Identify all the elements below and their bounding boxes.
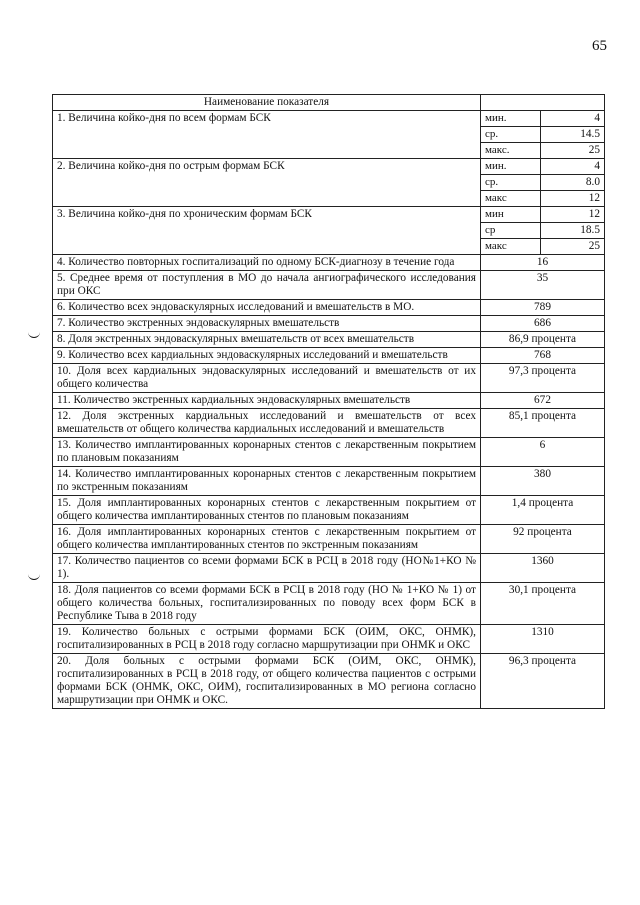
table-row — [53, 207, 605, 223]
table-row — [53, 255, 605, 271]
stat-label: макс — [481, 191, 541, 207]
indicator-name: 16. Доля имплантированных коронарных стентов с лекарственным покрытием от общего количества имплантированных стентов по экстренным показаниям — [53, 525, 481, 554]
page-number: 65 — [592, 38, 607, 54]
table-row — [53, 332, 605, 348]
table-row — [53, 654, 605, 709]
table-row — [53, 111, 605, 127]
table-row — [53, 159, 605, 175]
table-row — [53, 554, 605, 583]
indicator-value: 16 — [481, 255, 605, 271]
table-row — [53, 467, 605, 496]
table-row — [53, 316, 605, 332]
stat-label: мин — [481, 207, 541, 223]
indicator-name: 12. Доля экстренных кардиальных исследований и вмешательств от всех вмешательств от общего количества кардиальных исследований и вмешательств — [53, 409, 481, 438]
indicator-value: 1310 — [481, 625, 605, 654]
table-row — [53, 525, 605, 554]
table-row — [53, 496, 605, 525]
stat-value: 12 — [541, 207, 605, 223]
table-row — [53, 583, 605, 625]
table-row — [53, 393, 605, 409]
stat-value: 25 — [541, 239, 605, 255]
indicator-value: 30,1 процента — [481, 583, 605, 625]
indicator-value: 380 — [481, 467, 605, 496]
stat-label: макс — [481, 239, 541, 255]
margin-mark — [28, 572, 40, 580]
indicator-value: 97,3 процента — [481, 364, 605, 393]
indicator-value: 768 — [481, 348, 605, 364]
indicator-value: 789 — [481, 300, 605, 316]
indicator-value: 85,1 процента — [481, 409, 605, 438]
indicator-value: 6 — [481, 438, 605, 467]
indicator-name: 15. Доля имплантированных коронарных стентов с лекарственным покрытием от общего количества имплантированных стентов по плановым показаниям — [53, 496, 481, 525]
indicator-value: 1,4 процента — [481, 496, 605, 525]
indicator-name: 10. Доля всех кардиальных эндоваскулярных исследований и вмешательств от их общего количества — [53, 364, 481, 393]
table-row — [53, 300, 605, 316]
table-row — [53, 409, 605, 438]
indicator-value: 686 — [481, 316, 605, 332]
stat-value: 4 — [541, 159, 605, 175]
margin-mark — [28, 330, 40, 338]
stat-value: 18.5 — [541, 223, 605, 239]
column-header-empty — [481, 95, 605, 111]
indicator-name: 9. Количество всех кардиальных эндоваскулярных исследований и вмешательств — [53, 348, 481, 364]
indicator-name: 20. Доля больных с острыми формами БСК (ОИМ, ОКС, ОНМК), госпитализированных в РСЦ в 2018 году, от общего количества пациентов с острыми формами БСК (ОНМК, ОКС, ОИМ), госпитализированных в МО региона согласно маршрутизации при ОНМК и ОКС. — [53, 654, 481, 709]
indicator-name: 13. Количество имплантированных коронарных стентов с лекарственным покрытием по плановым показаниям — [53, 438, 481, 467]
stat-label: мин. — [481, 159, 541, 175]
stat-value: 8.0 — [541, 175, 605, 191]
indicator-name: 5. Среднее время от поступления в МО до начала ангиографического исследования при ОКС — [53, 271, 481, 300]
table-row — [53, 348, 605, 364]
table-row — [53, 271, 605, 300]
indicator-name: 2. Величина койко-дня по острым формам БСК — [53, 159, 481, 207]
indicator-name: 11. Количество экстренных кардиальных эндоваскулярных вмешательств — [53, 393, 481, 409]
indicator-value: 92 процента — [481, 525, 605, 554]
indicator-name: 17. Количество пациентов со всеми формами БСК в РСЦ в 2018 году (НО№1+КО № 1). — [53, 554, 481, 583]
indicator-value: 96,3 процента — [481, 654, 605, 709]
indicator-name: 7. Количество экстренных эндоваскулярных вмешательств — [53, 316, 481, 332]
indicator-value: 35 — [481, 271, 605, 300]
stat-value: 25 — [541, 143, 605, 159]
indicator-name: 6. Количество всех эндоваскулярных исследований и вмешательств в МО. — [53, 300, 481, 316]
stat-label: мин. — [481, 111, 541, 127]
table-header-row — [53, 95, 605, 111]
indicator-value: 86,9 процента — [481, 332, 605, 348]
indicator-name: 4. Количество повторных госпитализаций по одному БСК-диагнозу в течение года — [53, 255, 481, 271]
indicator-name: 8. Доля экстренных эндоваскулярных вмешательств от всех вмешательств — [53, 332, 481, 348]
indicator-name: 18. Доля пациентов со всеми формами БСК в РСЦ в 2018 году (НО № 1+КО № 1) от общего количества больных, госпитализированных по поводу всех форм БСК в Республике Тыва в 2018 году — [53, 583, 481, 625]
stat-label: макс. — [481, 143, 541, 159]
indicator-name: 14. Количество имплантированных коронарных стентов с лекарственным покрытием по экстренным показаниям — [53, 467, 481, 496]
table-row — [53, 438, 605, 467]
indicator-name: 19. Количество больных с острыми формами БСК (ОИМ, ОКС, ОНМК), госпитализированных в РСЦ в 2018 году согласно маршрутизации при ОНМК и ОКС — [53, 625, 481, 654]
indicators-table — [52, 94, 605, 709]
table-row — [53, 364, 605, 393]
stat-value: 12 — [541, 191, 605, 207]
table-row — [53, 625, 605, 654]
stat-label: ср. — [481, 127, 541, 143]
stat-label: ср — [481, 223, 541, 239]
column-header: Наименование показателя — [53, 95, 481, 111]
stat-value: 14.5 — [541, 127, 605, 143]
indicator-value: 1360 — [481, 554, 605, 583]
indicator-name: 1. Величина койко-дня по всем формам БСК — [53, 111, 481, 159]
stat-label: ср. — [481, 175, 541, 191]
stat-value: 4 — [541, 111, 605, 127]
indicator-value: 672 — [481, 393, 605, 409]
indicator-name: 3. Величина койко-дня по хроническим формам БСК — [53, 207, 481, 255]
